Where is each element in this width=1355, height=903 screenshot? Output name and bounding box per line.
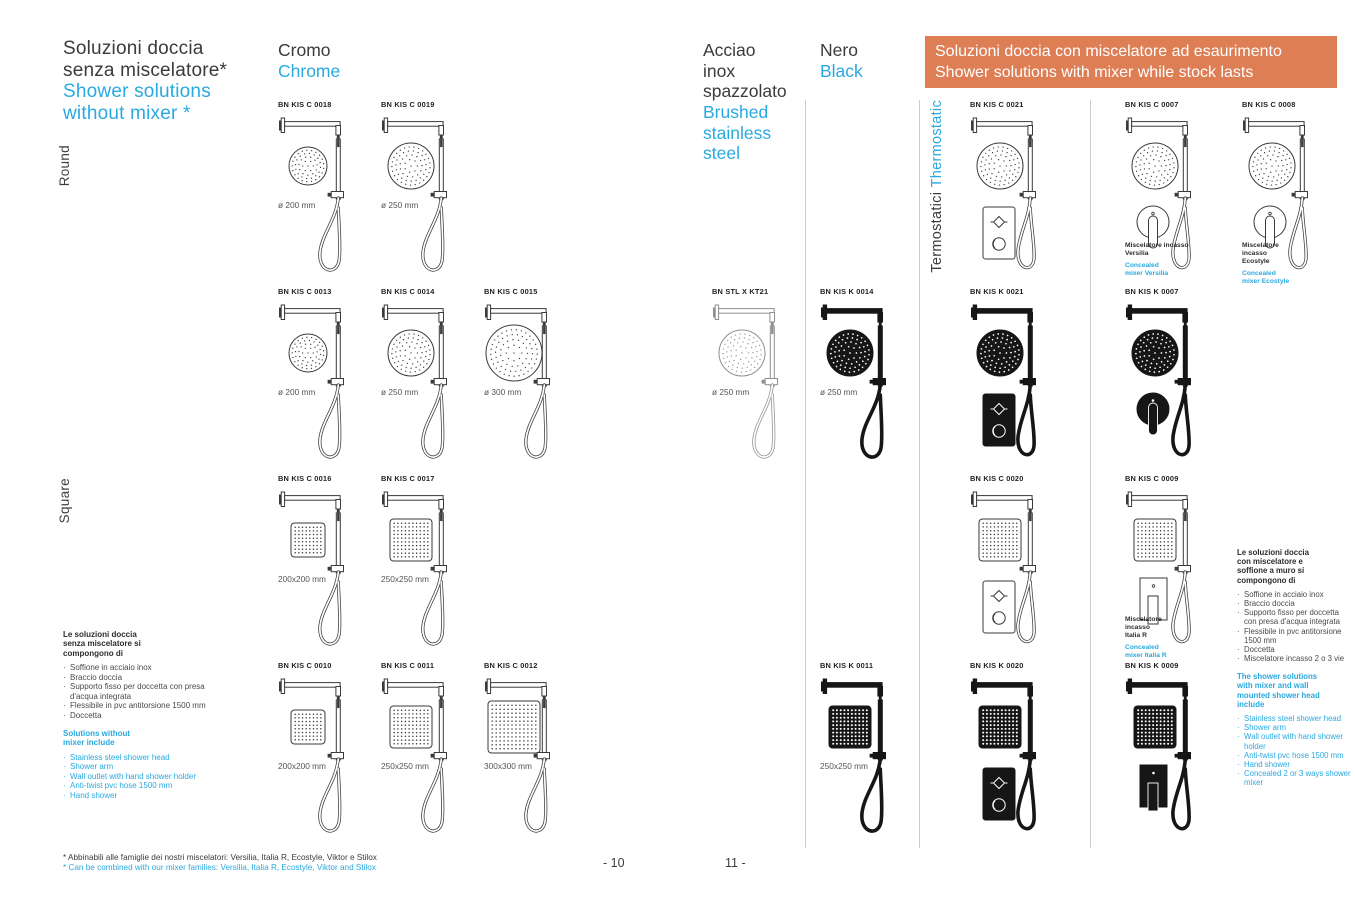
product-code: BN KIS K 0014 bbox=[820, 287, 874, 296]
product-row bbox=[278, 661, 587, 848]
bullet-item: · Flessibile in pvc antitorsione 1500 mm bbox=[63, 701, 206, 711]
divider-thermo-columns bbox=[1090, 100, 1091, 848]
page-number-right: 11 - bbox=[725, 856, 746, 870]
column-header-chrome-it: Cromo bbox=[278, 40, 331, 60]
bullet-item: · Supporto fisso per doccetta con presa d'acqua integrata bbox=[1237, 608, 1340, 627]
bullet-item: · Braccio doccia bbox=[63, 672, 123, 682]
mixer-caption-en: Concealed mixer Versilia bbox=[1125, 261, 1169, 277]
section-thermostatic-col1 bbox=[970, 100, 1088, 848]
mixer-caption-it: Miscelatore incasso Versilia bbox=[1125, 242, 1189, 257]
product-code: BN KIS C 0010 bbox=[278, 661, 332, 670]
product-illustration bbox=[970, 486, 1055, 656]
bullet-item: · Anti-twist pvc hose 1500 mm bbox=[63, 781, 173, 791]
thermostatic-label-en: Thermostatic bbox=[929, 100, 945, 188]
product-illustration bbox=[381, 673, 466, 843]
product-illustration bbox=[1125, 299, 1210, 469]
product-cell bbox=[278, 100, 381, 287]
product-cell bbox=[1125, 474, 1242, 661]
product-illustration bbox=[381, 299, 466, 469]
info-right-title-it: Le soluzioni doccia con miscelatore e soffione a muro si compongono di bbox=[1237, 548, 1309, 585]
product-code: BN KIS C 0019 bbox=[381, 100, 435, 109]
product-code: BN KIS C 0008 bbox=[1242, 100, 1296, 109]
product-cell bbox=[970, 287, 1088, 474]
page-number-left: - 10 bbox=[603, 856, 625, 870]
product-row bbox=[712, 474, 928, 661]
bullet-item: · Shower arm bbox=[1237, 723, 1287, 733]
footnote-it: * Abbinabili alle famiglie dei nostri miscelatori: Versilia, Italia R, Ecostyle, Viktor e Stilox bbox=[63, 853, 377, 862]
product-cell bbox=[278, 287, 381, 474]
promo-banner bbox=[925, 36, 1337, 88]
product-cell bbox=[820, 661, 928, 848]
row-label-round: Round bbox=[57, 145, 72, 187]
column-header-chrome-en: Chrome bbox=[278, 60, 341, 81]
product-code: BN KIS K 0021 bbox=[970, 287, 1024, 296]
bullet-item: · Hand shower bbox=[63, 790, 118, 800]
product-cell bbox=[381, 661, 484, 848]
product-row bbox=[970, 661, 1088, 848]
product-row bbox=[278, 287, 587, 474]
product-illustration bbox=[1125, 673, 1210, 843]
section-steel-black-products bbox=[712, 100, 928, 848]
bullet-item: · Wall outlet with hand shower holder bbox=[63, 771, 196, 781]
product-cell bbox=[970, 474, 1088, 661]
product-dimension: ø 250 mm bbox=[381, 387, 419, 397]
product-illustration bbox=[820, 299, 905, 469]
product-dimension: ø 250 mm bbox=[820, 387, 858, 397]
info-left-bullets-it bbox=[63, 663, 215, 720]
product-row bbox=[712, 661, 928, 848]
product-row bbox=[1125, 100, 1355, 287]
info-block-right bbox=[1237, 548, 1351, 788]
product-dimension: ø 250 mm bbox=[712, 387, 750, 397]
product-code: BN KIS K 0011 bbox=[820, 661, 874, 670]
bullet-item: · Stainless steel shower head bbox=[1237, 714, 1342, 723]
product-dimension: 250x250 mm bbox=[820, 761, 868, 771]
column-header-steel-it: Acciao inox spazzolato bbox=[703, 40, 787, 102]
product-illustration bbox=[278, 299, 363, 469]
info-right-title-en: The shower solutions with mixer and wall mounted shower head include bbox=[1237, 672, 1320, 709]
product-row bbox=[278, 474, 587, 661]
product-row bbox=[970, 474, 1088, 661]
column-header-black bbox=[820, 40, 863, 81]
product-code: BN KIS C 0011 bbox=[381, 661, 435, 670]
product-illustration bbox=[970, 112, 1055, 282]
mixer-caption bbox=[1125, 616, 1197, 660]
bullet-item: · Wall outlet with hand shower holder bbox=[1237, 732, 1343, 751]
product-dimension: ø 300 mm bbox=[484, 387, 522, 397]
product-row bbox=[970, 100, 1088, 287]
column-header-black-it: Nero bbox=[820, 40, 858, 60]
product-code: BN KIS K 0007 bbox=[1125, 287, 1179, 296]
product-row bbox=[712, 100, 928, 287]
product-code: BN KIS C 0015 bbox=[484, 287, 538, 296]
product-cell bbox=[1125, 100, 1242, 287]
thermostatic-label-it: Termostatici bbox=[929, 191, 945, 273]
bullet-item: · Concealed 2 or 3 ways shower mixer bbox=[1237, 769, 1351, 788]
product-cell bbox=[970, 100, 1088, 287]
product-code: BN KIS C 0021 bbox=[970, 100, 1024, 109]
mixer-caption bbox=[1125, 242, 1197, 278]
product-illustration bbox=[278, 112, 363, 282]
bullet-item: · Anti-twist pvc hose 1500 mm bbox=[1237, 750, 1344, 760]
product-illustration bbox=[278, 673, 363, 843]
product-illustration bbox=[278, 486, 363, 656]
product-dimension: 250x250 mm bbox=[381, 574, 429, 584]
product-illustration bbox=[712, 299, 797, 469]
product-code: BN KIS K 0020 bbox=[970, 661, 1024, 670]
product-cell bbox=[381, 100, 484, 287]
product-cell bbox=[820, 287, 928, 474]
product-dimension: ø 200 mm bbox=[278, 387, 316, 397]
mixer-caption-en: Concealed mixer Italia R bbox=[1125, 643, 1167, 659]
product-code: BN KIS C 0018 bbox=[278, 100, 332, 109]
product-cell-empty bbox=[712, 661, 820, 848]
product-code: BN KIS C 0014 bbox=[381, 287, 435, 296]
product-cell bbox=[1125, 661, 1242, 848]
mixer-caption bbox=[1242, 242, 1314, 286]
bullet-item: · Braccio doccia bbox=[1237, 598, 1295, 608]
bullet-item: · Doccetta bbox=[1237, 644, 1275, 654]
product-row bbox=[278, 100, 587, 287]
section-chrome-products bbox=[278, 100, 587, 848]
info-right-bullets-it bbox=[1237, 590, 1351, 664]
product-cell bbox=[484, 661, 587, 848]
mixer-caption-it: Miscelatore incasso Ecostyle bbox=[1242, 242, 1279, 265]
bullet-item: · Soffione in acciaio inox bbox=[63, 663, 152, 673]
product-code: BN KIS C 0013 bbox=[278, 287, 332, 296]
product-code: BN STL X KT21 bbox=[712, 287, 769, 296]
product-illustration bbox=[381, 486, 466, 656]
product-cell bbox=[278, 474, 381, 661]
info-right-bullets-en bbox=[1237, 714, 1351, 788]
product-code: BN KIS K 0009 bbox=[1125, 661, 1179, 670]
promo-banner-it: Soluzioni doccia con miscelatore ad esaurimento bbox=[935, 43, 1282, 60]
product-cell bbox=[1242, 100, 1355, 287]
product-illustration bbox=[970, 673, 1055, 843]
info-left-title-it: Le soluzioni doccia senza miscelatore si compongono di bbox=[63, 630, 141, 658]
product-dimension: 250x250 mm bbox=[381, 761, 429, 771]
product-dimension: 200x200 mm bbox=[278, 574, 326, 584]
column-header-steel-en: Brushed stainless steel bbox=[703, 101, 772, 164]
promo-banner-en: Shower solutions with mixer while stock lasts bbox=[935, 64, 1254, 82]
product-cell bbox=[712, 287, 820, 474]
footnote bbox=[63, 853, 377, 874]
product-illustration bbox=[381, 112, 466, 282]
product-code: BN KIS C 0020 bbox=[970, 474, 1024, 483]
mixer-caption-it: Miscelatore incasso Italia R bbox=[1125, 616, 1162, 639]
product-cell bbox=[484, 287, 587, 474]
product-code: BN KIS C 0017 bbox=[381, 474, 435, 483]
bullet-item: · Shower arm bbox=[63, 762, 114, 772]
product-code: BN KIS C 0016 bbox=[278, 474, 332, 483]
product-illustration bbox=[820, 673, 905, 843]
row-label-square: Square bbox=[57, 478, 72, 524]
footnote-en: * Can be combined with our mixer families: Versilia, Italia R, Ecostyle, Viktor and Stilox bbox=[63, 863, 376, 873]
product-cell bbox=[381, 287, 484, 474]
bullet-item: · Flessibile in pvc antitorsione 1500 mm bbox=[1237, 626, 1342, 645]
product-cell bbox=[1125, 287, 1242, 474]
bullet-item: · Stainless steel shower head bbox=[63, 752, 170, 762]
column-header-chrome bbox=[278, 40, 340, 81]
bullet-item: · Supporto fisso per doccetta con presa d'acqua integrata bbox=[63, 682, 205, 701]
product-dimension: 200x200 mm bbox=[278, 761, 326, 771]
product-dimension: ø 250 mm bbox=[381, 200, 419, 210]
page-title bbox=[63, 38, 227, 125]
bullet-item: · Miscelatore incasso 2 o 3 vie bbox=[1237, 654, 1345, 664]
product-code: BN KIS C 0009 bbox=[1125, 474, 1179, 483]
column-label-thermostatic bbox=[929, 100, 945, 273]
bullet-item: · Soffione in acciaio inox bbox=[1237, 589, 1324, 599]
page-title-it: Soluzioni doccia senza miscelatore* bbox=[63, 38, 228, 81]
info-left-title-en: Solutions without mixer include bbox=[63, 728, 131, 748]
info-block-left bbox=[63, 630, 215, 800]
product-illustration bbox=[484, 673, 569, 843]
product-illustration bbox=[484, 299, 569, 469]
product-row bbox=[1125, 287, 1355, 474]
product-row bbox=[970, 287, 1088, 474]
product-code: BN KIS C 0007 bbox=[1125, 100, 1179, 109]
page-title-en: Shower solutions without mixer * bbox=[63, 81, 211, 124]
bullet-item: · Hand shower bbox=[1237, 759, 1290, 769]
product-code: BN KIS C 0012 bbox=[484, 661, 538, 670]
product-cell bbox=[970, 661, 1088, 848]
bullet-item: · Doccetta bbox=[63, 710, 102, 720]
product-dimension: ø 200 mm bbox=[278, 200, 316, 210]
column-header-black-en: Black bbox=[820, 60, 863, 81]
info-left-bullets-en bbox=[63, 753, 215, 800]
product-illustration bbox=[970, 299, 1055, 469]
product-dimension: 300x300 mm bbox=[484, 761, 532, 771]
product-cell bbox=[381, 474, 484, 661]
mixer-caption-en: Concealed mixer Ecostyle bbox=[1242, 269, 1290, 285]
product-row bbox=[712, 287, 928, 474]
product-cell bbox=[278, 661, 381, 848]
